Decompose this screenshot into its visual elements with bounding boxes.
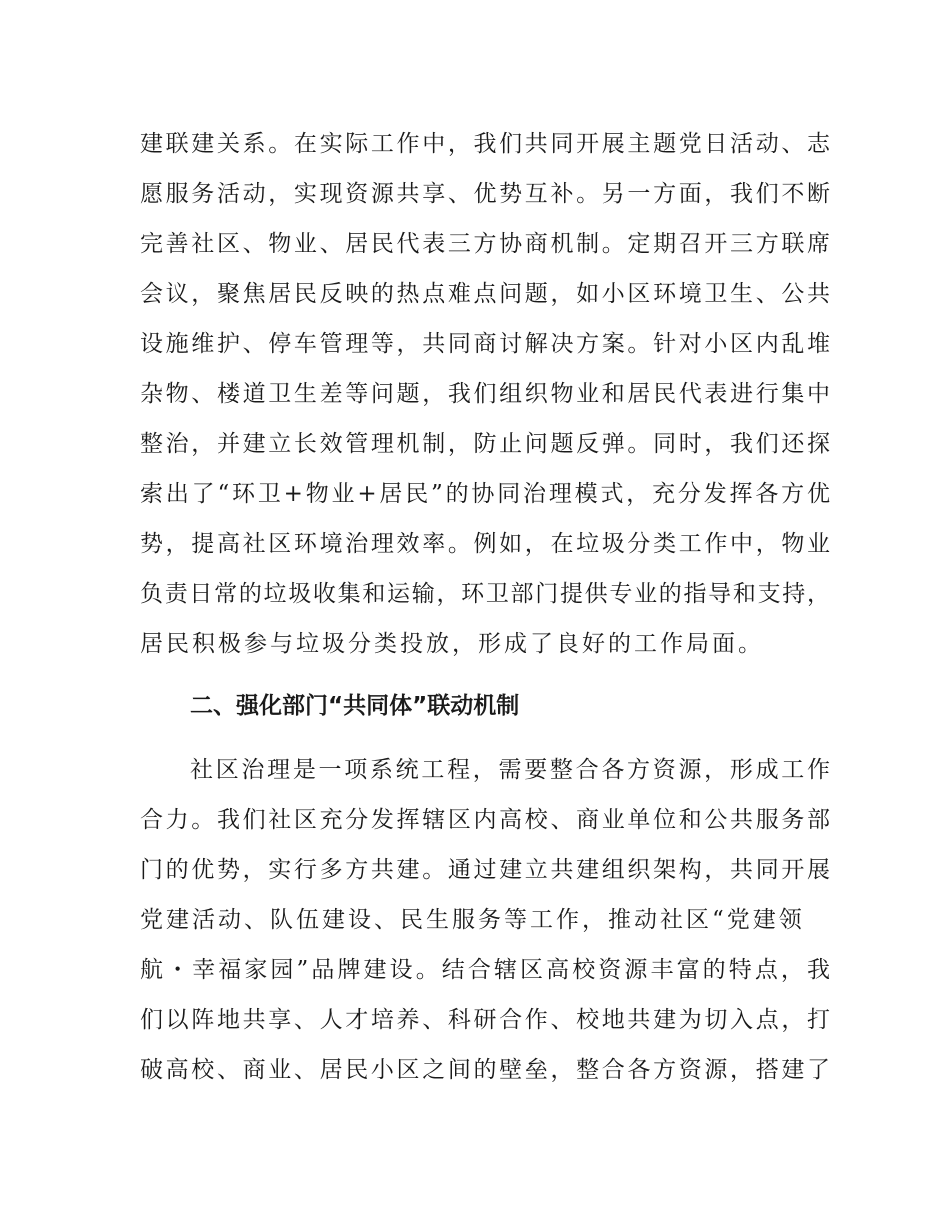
paragraph-line: 负责日常的垃圾收集和运输，环卫部门提供专业的指导和支持，	[140, 581, 830, 607]
paragraph-line: 们以阵地共享、人才培养、科研合作、校地共建为切入点，打	[140, 1007, 830, 1033]
paragraph-line: 破高校、商业、居民小区之间的壁垒，整合各方资源，搭建了	[140, 1057, 830, 1083]
paragraph-line: 门的优势，实行多方共建。通过建立共建组织架构，共同开展	[140, 857, 830, 883]
paragraph-line: 杂物、楼道卫生差等问题，我们组织物业和居民代表进行集中	[140, 381, 830, 407]
paragraph-line: 居民积极参与垃圾分类投放，形成了良好的工作局面。	[140, 631, 764, 657]
paragraph-line: 社区治理是一项系统工程，需要整合各方资源，形成工作	[190, 757, 830, 783]
paragraph-line: 航・幸福家园”品牌建设。结合辖区高校资源丰富的特点，我	[140, 957, 830, 983]
paragraph-line: 合力。我们社区充分发挥辖区内高校、商业单位和公共服务部	[140, 807, 830, 833]
paragraph-line: 势，提高社区环境治理效率。例如，在垃圾分类工作中，物业	[140, 531, 830, 557]
paragraph-line: 完善社区、物业、居民代表三方协商机制。定期召开三方联席	[140, 231, 830, 257]
paragraph-line: 会议，聚焦居民反映的热点难点问题，如小区环境卫生、公共	[140, 281, 830, 307]
paragraph-line: 整治，并建立长效管理机制，防止问题反弹。同时，我们还探	[140, 431, 830, 457]
section-heading: 二、强化部门“共同体”联动机制	[190, 693, 520, 719]
paragraph-line: 愿服务活动，实现资源共享、优势互补。另一方面，我们不断	[140, 181, 830, 207]
paragraph-line: 设施维护、停车管理等，共同商讨解决方案。针对小区内乱堆	[140, 331, 830, 357]
paragraph-line: 建联建关系。在实际工作中，我们共同开展主题党日活动、志	[140, 131, 830, 157]
paragraph-line: 党建活动、队伍建设、民生服务等工作，推动社区“党建领	[140, 907, 805, 933]
paragraph-line: 索出了“环卫+物业+居民”的协同治理模式，充分发挥各方优	[140, 481, 830, 507]
